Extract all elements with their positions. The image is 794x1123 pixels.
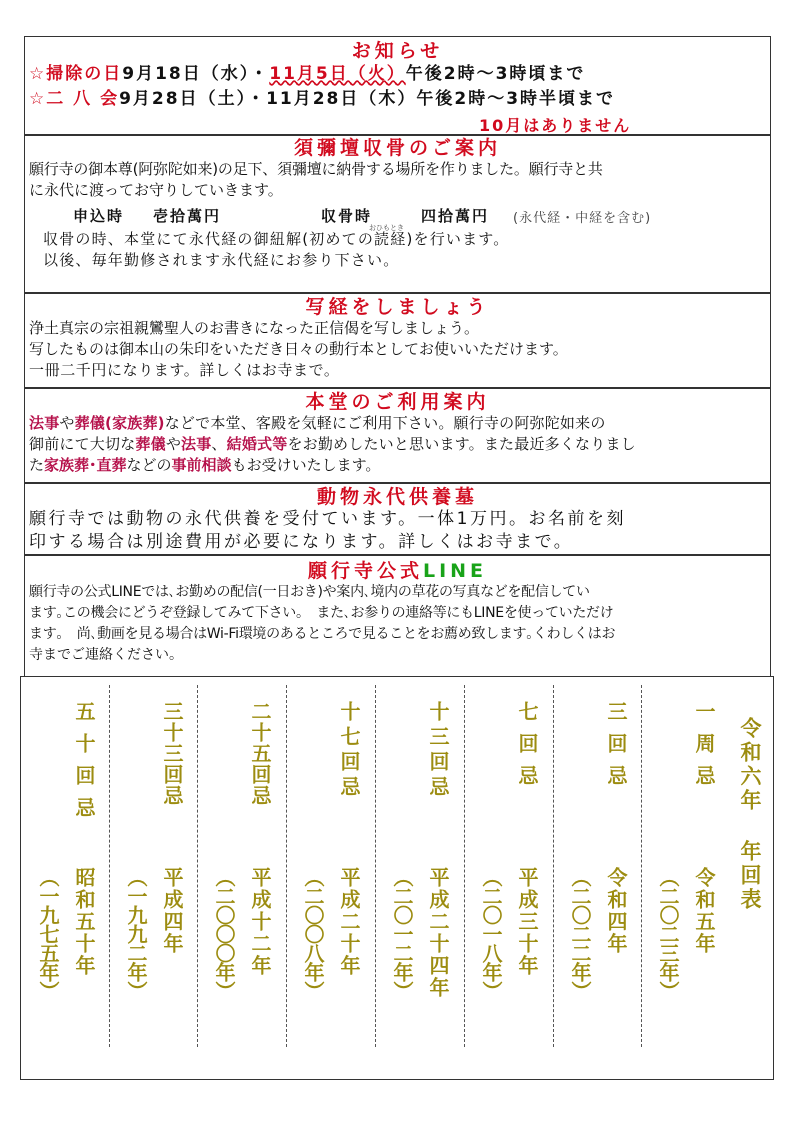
hondo-term-houji: 法事 [29,414,60,432]
memorial-column [109,685,195,1045]
hondo-term-sougi: 葬儀(家族葬) [74,414,165,432]
nihachi-dates: 9月28日（土）・11月28日（木）午後2時～3時半頃まで [119,89,616,109]
notice-section [24,36,771,135]
hondo-text-1 [25,413,770,434]
nihachi-label: ☆二 八 会 [29,89,120,109]
memorial-name: 三回忌 [604,701,628,797]
hondo-text: 、 [211,435,227,453]
hondo-term-houji-2: 法事 [181,435,212,453]
memorial-column [286,685,372,1045]
line-section [24,555,771,676]
line-title [25,560,770,582]
line-text-3: ます｡ 尚､動画を見る場合はWi-Fi環境のあるところで見ることをお薦め致します｡くわしくはお [29,626,616,642]
shakyo-title: 写経をしましょう [305,296,490,318]
memorial-header [729,707,773,1027]
collect-label: 収骨時 [321,207,373,225]
hondo-text: もお受けいたします。 [231,456,381,474]
collect-note: (永代経・中経を含む) [513,211,652,226]
hondo-section [24,388,771,483]
memorial-year: （二〇〇八年） [301,867,325,1000]
memorial-year: （二〇一二年） [390,867,414,1000]
notice-title: お知らせ [351,40,444,62]
memorial-year: （一九九二年） [124,867,148,1000]
shumidan-text-3: 収骨の時、本堂にて永代経の御紐解(初めての読経)を行います。 [43,230,510,248]
memorial-column [553,685,639,1045]
memorial-header-text: 令和六年 年回表 [738,717,762,912]
memorial-year: （二〇一八年） [479,867,503,1000]
memorial-era: 令和五年 [692,867,716,955]
memorial-divider [286,685,287,1047]
memorial-era: 平成三十年 [515,867,539,977]
memorial-name: 五十回忌 [72,701,96,829]
shumidan-text-2: に永代に渡ってお守りしていきます。 [29,181,283,199]
hondo-term-jizensoudan: 事前相談 [171,456,232,474]
hondo-term-sougi-2: 葬儀 [135,435,166,453]
hondo-text: をお勤めしたいと思います。また最近多くなりまし [287,435,636,453]
memorial-era: 昭和五十年 [72,867,96,977]
cleaning-dates: 9月18日（水）・ [122,64,270,84]
memorial-name: 二十五回忌 [248,701,272,806]
memorial-year: （二〇二二年） [568,867,592,1000]
shumidan-title: 須彌壇収骨のご案内 [293,137,501,159]
hondo-term-kekkonshiki: 結婚式等 [226,435,288,453]
memorial-era: 平成二十年 [337,867,361,977]
cleaning-day-line [25,62,770,87]
memorial-divider [464,685,465,1047]
memorial-era: 令和四年 [604,867,628,955]
line-text-2: ます｡この機会にどうぞ登録してみて下さい｡ また､お参りの連絡等にもLINEを使っていただけ [29,605,614,621]
hondo-term-kazokusou: 家族葬･直葬 [44,456,127,474]
memorial-era: 平成四年 [160,867,184,955]
ruby-text: おひもとき [369,224,404,232]
memorial-column [197,685,283,1045]
hondo-text: などの [126,456,172,474]
hondo-title: 本堂のご利用案内 [305,391,490,413]
pet-section [24,483,771,555]
memorial-divider [197,685,198,1047]
cleaning-time: 午後2時～3時頃まで [405,64,586,84]
memorial-year: （二〇〇〇年） [212,867,236,1000]
memorial-column [375,685,461,1045]
hondo-text: 御前にて大切な [29,435,136,453]
memorial-column [641,685,727,1045]
shumidan-section [24,135,771,293]
apply-price: 壱拾萬円 [153,207,222,225]
shakyo-text-2: 写したものは御本山の朱印をいただき日々の動行本としてお使いいただけます。 [29,340,568,358]
pet-title: 動物永代供養墓 [316,486,478,508]
nihachi-line [25,87,770,112]
no-october-note: 10月はありません [479,116,632,135]
hondo-text: や [165,435,182,453]
shumidan-price-row [25,201,770,232]
memorial-era: 平成十二年 [248,867,272,977]
hondo-text: や [59,414,75,432]
shakyo-text-3: 一冊二千円になります。詳しくはお寺まで。 [29,361,340,379]
memorial-name: 七回忌 [515,701,539,797]
memorial-name: 三十三回忌 [160,701,184,806]
line-title-line: LINE [422,560,488,582]
shakyo-section [24,293,771,388]
shumidan-text-1: 願行寺の御本尊(阿弥陀如来)の足下、須彌壇に納骨する場所を作りました。願行寺と共 [29,160,603,178]
pet-text-1: 願行寺では動物の永代供養を受付ています。一体1万円。お名前を刻 [29,509,626,529]
cleaning-date-highlight: 11月5日（火） [269,64,406,84]
memorial-divider [375,685,376,1047]
line-text-4: 寺までご連絡ください｡ [29,647,176,663]
hondo-text-3 [25,455,770,476]
memorial-name: 十三回忌 [426,701,450,801]
hondo-text: た [29,456,45,474]
memorial-name: 十七回忌 [337,701,361,801]
memorial-divider [553,685,554,1047]
shumidan-text-4: 以後、毎年勤修されます永代経にお参り下さい。 [43,251,400,269]
shakyo-text-1: 浄土真宗の宗祖親鸞聖人のお書きになった正信偈を写しましょう。 [29,319,480,337]
apply-label: 申込時 [73,207,125,225]
memorial-calendar [20,676,774,1080]
hondo-text-2 [25,434,770,455]
pet-text-2: 印する場合は別途費用が必要になります。詳しくはお寺まで。 [29,532,574,552]
memorial-divider [641,685,642,1047]
memorial-year: （一九七五年） [36,867,60,1000]
memorial-era: 平成二十四年 [426,867,450,999]
line-text-1: 願行寺の公式LINEでは､お勤めの配信(一日おき)や案内､境内の草花の写真などを配信してい [29,584,590,600]
memorial-name: 一周忌 [692,701,716,797]
memorial-year: （二〇二三年） [656,867,680,1000]
memorial-column [464,685,550,1045]
cleaning-label: ☆掃除の日 [29,64,123,84]
memorial-divider [109,685,110,1047]
line-title-prefix: 願行寺公式 [307,560,423,582]
hondo-text: などで本堂、客殿を気軽にご利用下さい。願行寺の阿弥陀如来の [164,414,606,432]
collect-price: 四拾萬円 [421,207,490,225]
memorial-column [21,685,107,1045]
